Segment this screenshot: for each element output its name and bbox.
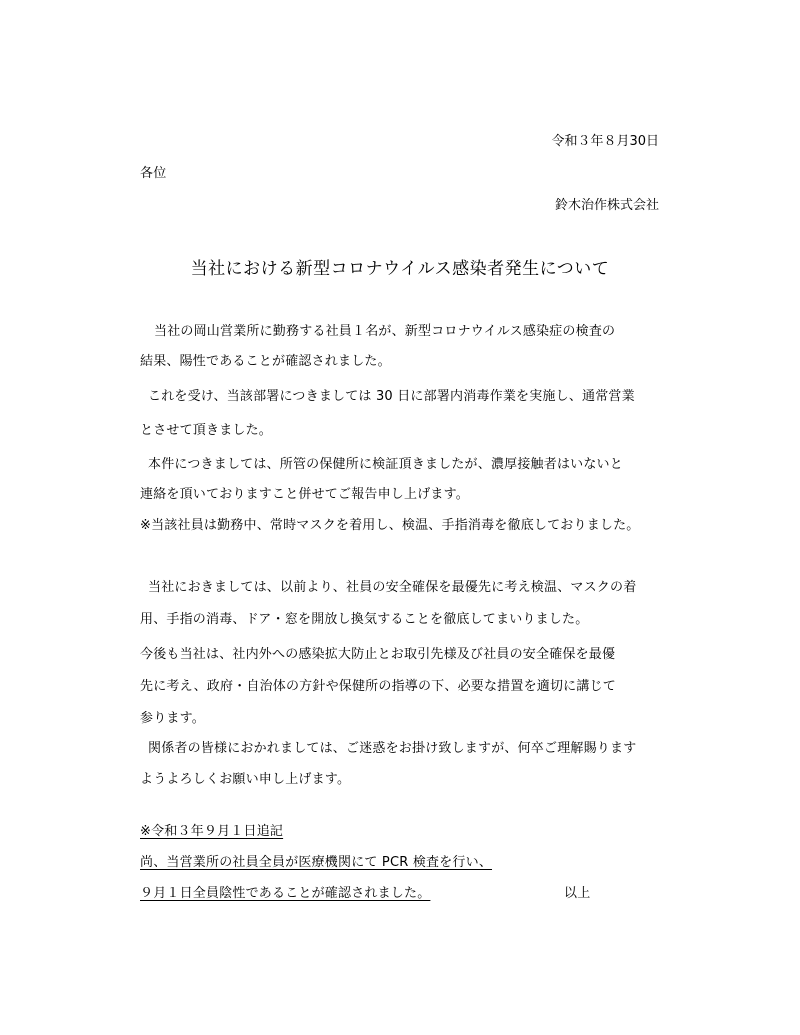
body-line: ようよろしくお願い申し上げます。 — [140, 772, 351, 787]
body-line: 用、手指の消毒、ドア・窓を開放し換気することを徹底してまいりました。 — [140, 612, 589, 627]
body-line: 本件につきましては、所管の保健所に検証頂きましたが、濃厚接触者はいないと — [148, 457, 623, 472]
body-line: 先に考え、政府・自治体の方針や保健所の指導の下、必要な措置を適切に講じて — [140, 679, 616, 694]
body-line: 当社の岡山営業所に勤務する社員１名が、新型コロナウイルス感染症の検査の — [154, 324, 616, 339]
company-name: 鈴木治作株式会社 — [554, 198, 659, 213]
body-line: 連絡を頂いておりますこと併せてご報告申し上げます。 — [140, 487, 469, 502]
body-line: 関係者の皆様におかれましては、ご迷惑をお掛け致しますが、何卒ご理解賜ります — [148, 741, 637, 756]
body-line: とさせて頂きました。 — [140, 423, 273, 438]
body-line: 結果、陽性であることが確認されました。 — [140, 354, 391, 369]
document-date: 令和３年８月30日 — [551, 134, 659, 149]
addendum-line: ９月１日全員陰性であることが確認されました。 — [140, 886, 431, 901]
body-line: 当社におきましては、以前より、社員の安全確保を最優先に考え検温、マスクの着 — [148, 580, 637, 595]
recipient: 各位 — [140, 166, 167, 181]
closing-remark: 以上 — [564, 886, 591, 901]
body-line: 参ります。 — [140, 711, 205, 726]
addendum-line: 尚、当営業所の社員全員が医療機関にて PCR 検査を行い、 — [140, 855, 493, 870]
body-line: 今後も当社は、社内外への感染拡大防止とお取引先様及び社員の安全確保を最優 — [140, 647, 616, 662]
body-note: ※当該社員は勤務中、常時マスクを着用し、検温、手指消毒を徹底しておりました。 — [140, 518, 640, 533]
document-title: 当社における新型コロナウイルス感染者発生について — [190, 259, 610, 279]
addendum-heading: ※令和３年９月１日追記 — [140, 824, 284, 839]
body-line: これを受け、当該部署につきましては 30 日に部署内消毒作業を実施し、通常営業 — [148, 389, 635, 404]
